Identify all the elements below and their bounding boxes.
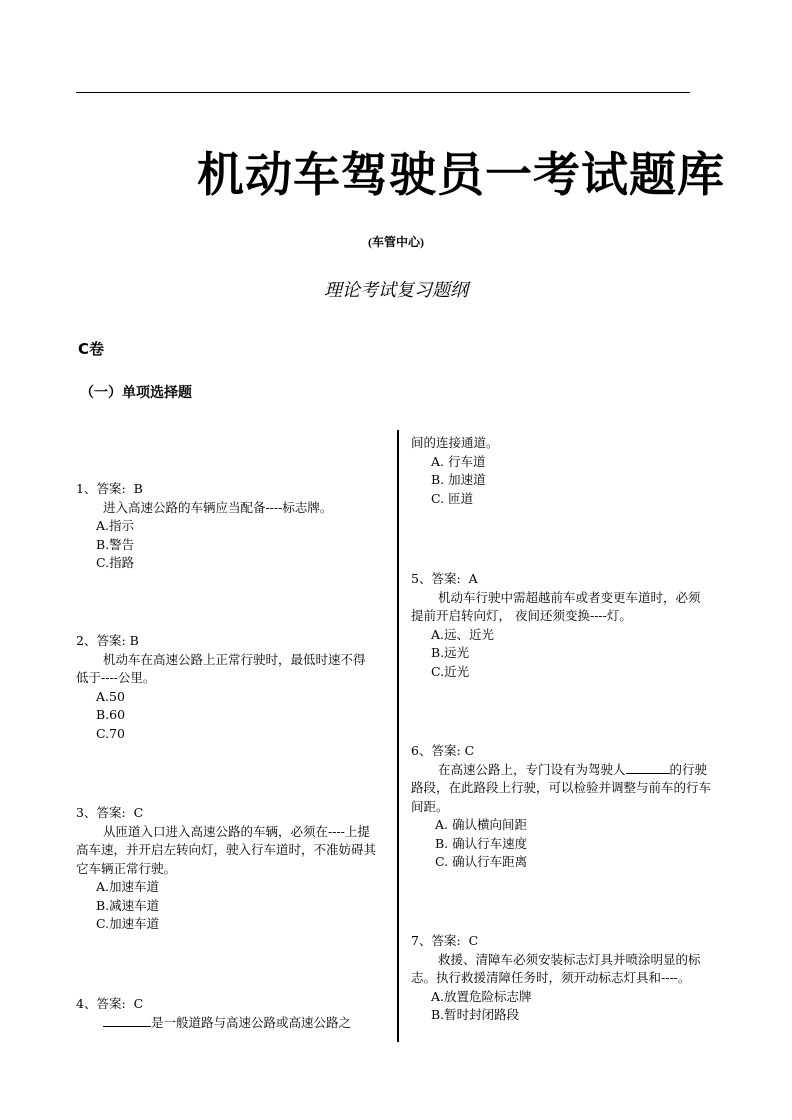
question-stem: 机动车行驶中需超越前车或者变更车道时，必须提前开启转向灯， 夜间还须变换----灯。 — [411, 589, 701, 623]
question-7 — [411, 932, 711, 1025]
option-c: C. 确认行车距离 — [435, 854, 528, 869]
option-b: B.减速车道 — [96, 897, 160, 913]
stem-text-after: 的行驶路段，在此路段上行驶，可以检验并调整与前车的行车间距。 — [411, 761, 712, 814]
question-stem — [411, 761, 717, 817]
option-c: C.近光 — [431, 663, 470, 679]
option-b: B.暂时封闭路段 — [431, 1007, 520, 1022]
question-header: 3、答案: C — [76, 805, 144, 820]
stem-text: 是一般道路与高速公路或高速公路之 — [151, 1014, 352, 1030]
option-b: B. 加速道 — [431, 472, 486, 487]
option-b: B.60 — [96, 707, 126, 722]
option-c: C. 匝道 — [431, 490, 474, 506]
question-stem — [76, 1014, 386, 1033]
option-b: B.远光 — [431, 645, 470, 660]
volume-label: C卷 — [78, 340, 105, 358]
question-header: 2、答案: B — [76, 633, 139, 648]
question-header: 1、答案: B — [76, 481, 143, 496]
question-5 — [411, 570, 711, 681]
stem-continuation: 间的连接通道。 — [411, 435, 499, 450]
option-a: A. 行车道 — [431, 453, 486, 469]
option-c: C.70 — [96, 725, 125, 741]
question-header: 6、答案: C — [411, 743, 475, 758]
question-header: 5、答案: A — [411, 571, 478, 586]
question-header: 4、答案: C — [76, 996, 144, 1011]
question-stem: 进入高速公路的车辆应当配备----标志牌。 — [103, 499, 333, 515]
question-4 — [76, 995, 386, 1032]
outline-heading: 理论考试复习题纲 — [324, 280, 468, 301]
option-a: A.指示 — [96, 518, 135, 533]
question-header: 7、答案: C — [411, 933, 479, 948]
option-a: A.加速车道 — [96, 879, 160, 894]
question-6 — [411, 742, 717, 872]
option-c: C.加速车道 — [96, 916, 160, 931]
option-a: A.放置危险标志牌 — [431, 988, 532, 1004]
section-heading: （一）单项选择题 — [80, 385, 192, 401]
document-title: 机动车驾驶员一考试题库 — [197, 148, 725, 203]
document-subtitle: (车管中心) — [368, 235, 424, 249]
option-a: A.远、近光 — [431, 626, 495, 642]
answer-blank — [626, 761, 670, 774]
option-c: C.指路 — [96, 555, 135, 570]
option-a: A.50 — [96, 688, 125, 704]
option-a: A. 确认横向间距 — [435, 817, 527, 832]
option-b: B. 确认行车速度 — [435, 835, 528, 851]
question-stem: 救援、清障车必须安装标志灯具并喷涂明显的标志。执行救援清障任务时，须开动标志灯具和----。 — [411, 951, 701, 985]
question-3 — [76, 804, 376, 934]
question-1 — [76, 480, 376, 573]
question-stem: 机动车在高速公路上正常行驶时，最低时速不得低于----公里。 — [76, 651, 366, 685]
option-b: B.警告 — [96, 536, 135, 552]
question-4-continued — [411, 434, 711, 508]
stem-text-before: 在高速公路上，专门设有为驾驶人 — [438, 761, 626, 777]
answer-blank — [103, 1014, 151, 1027]
header-rule — [76, 92, 690, 93]
question-stem: 从匝道入口进入高速公路的车辆，必须在----上提高车速，并开启左转向灯，驶入行车道时，不准妨碍其它车辆正常行驶。 — [76, 823, 377, 876]
question-2 — [76, 632, 376, 743]
column-divider — [397, 430, 399, 1042]
